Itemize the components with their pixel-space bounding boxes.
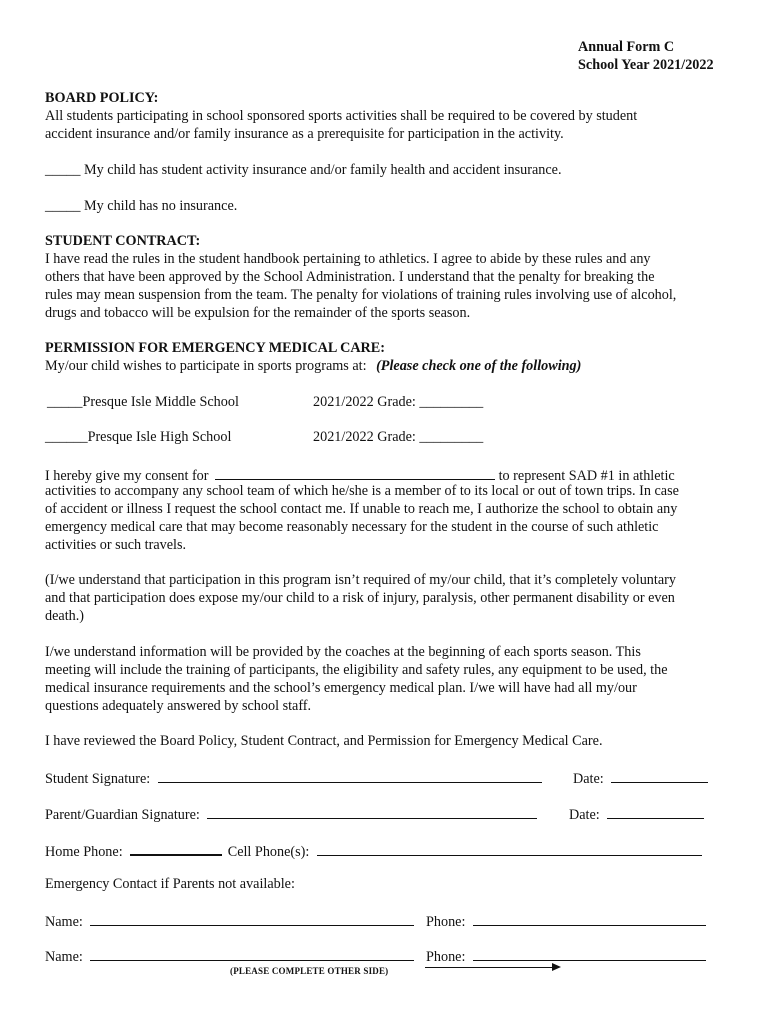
board-policy-line-1: All students participating in school sponsored sports activities shall be required to be covered by student bbox=[45, 108, 638, 124]
emergency-contact-label: Emergency Contact if Parents not available: bbox=[45, 876, 295, 892]
school-year: School Year 2021/2022 bbox=[578, 57, 714, 73]
parent-date-row bbox=[569, 804, 704, 825]
emergency-name-row-1 bbox=[45, 911, 414, 932]
parent-signature-row bbox=[45, 804, 537, 825]
consent-line-2: activities to accompany any school team of which he/she is a member of to its local or out of town trips. In case bbox=[45, 483, 679, 499]
voluntary-line-2: and that participation does expose my/our child to a risk of injury, paralysis, other permanent disability or even bbox=[45, 590, 675, 606]
consent-line-5: activities or such travels. bbox=[45, 537, 187, 553]
student-signature-row bbox=[45, 768, 542, 789]
emergency-name-label-1: Name: bbox=[45, 914, 83, 930]
voluntary-line-3: death.) bbox=[45, 608, 84, 624]
student-signature-label: Student Signature: bbox=[45, 771, 151, 787]
school-option-high[interactable]: ______Presque Isle High School bbox=[45, 429, 232, 445]
home-phone-label: Home Phone: bbox=[45, 844, 123, 860]
consent-suffix: to represent SAD #1 in athletic bbox=[498, 468, 675, 484]
student-contract-line-2: others that have been approved by the School Administration. I understand that the penalty for breaking the bbox=[45, 269, 655, 285]
emergency-name-field-1[interactable] bbox=[90, 911, 414, 926]
cell-phone-field[interactable] bbox=[317, 841, 702, 856]
emergency-care-instruction: (Please check one of the following) bbox=[376, 358, 582, 374]
student-contract-heading: STUDENT CONTRACT: bbox=[45, 233, 201, 249]
arrow-right-line bbox=[425, 967, 553, 968]
info-line-1: I/we understand information will be provided by the coaches at the beginning of each sports season. This bbox=[45, 644, 641, 660]
consent-line-4: emergency medical care that may become reasonably necessary for the student in the course of such athletic bbox=[45, 519, 659, 535]
student-date-row bbox=[573, 768, 708, 789]
phone-row bbox=[45, 840, 702, 862]
emergency-care-intro-text: My/our child wishes to participate in sports programs at: bbox=[45, 358, 367, 374]
emergency-phone-row-1 bbox=[426, 911, 706, 932]
parent-signature-label: Parent/Guardian Signature: bbox=[45, 807, 200, 823]
parent-date-label: Date: bbox=[569, 807, 600, 823]
emergency-phone-row-2 bbox=[426, 946, 706, 967]
emergency-name-label-2: Name: bbox=[45, 949, 83, 965]
grade-field-middle[interactable]: 2021/2022 Grade: _________ bbox=[313, 394, 484, 410]
emergency-phone-label-1: Phone: bbox=[426, 914, 466, 930]
info-line-4: questions adequately answered by school staff. bbox=[45, 698, 312, 714]
emergency-phone-label-2: Phone: bbox=[426, 949, 466, 965]
parent-signature-field[interactable] bbox=[207, 804, 537, 819]
reviewed-statement: I have reviewed the Board Policy, Student Contract, and Permission for Emergency Medical Care. bbox=[45, 733, 603, 749]
emergency-phone-field-2[interactable] bbox=[473, 946, 706, 961]
insurance-option-insured[interactable]: _____ My child has student activity insurance and/or family health and accident insurance. bbox=[45, 162, 562, 178]
student-contract-line-3: rules may mean suspension from the team. The penalty for violations of training rules involving use of alcohol, bbox=[45, 287, 677, 303]
form-name: Annual Form C bbox=[578, 39, 675, 55]
home-phone-field[interactable] bbox=[130, 840, 222, 856]
student-date-field[interactable] bbox=[611, 768, 708, 783]
voluntary-line-1: (I/we understand that participation in this program isn’t required of my/our child, that it’s completely voluntary bbox=[45, 572, 676, 588]
student-signature-field[interactable] bbox=[158, 768, 542, 783]
emergency-name-field-2[interactable] bbox=[90, 946, 414, 961]
board-policy-heading: BOARD POLICY: bbox=[45, 90, 159, 106]
emergency-phone-field-1[interactable] bbox=[473, 911, 706, 926]
insurance-option-none[interactable]: _____ My child has no insurance. bbox=[45, 198, 238, 214]
board-policy-line-2: accident insurance and/or family insurance as a prerequisite for participation in the activity. bbox=[45, 126, 564, 142]
student-date-label: Date: bbox=[573, 771, 604, 787]
school-option-middle[interactable]: _____Presque Isle Middle School bbox=[47, 394, 239, 410]
student-name-field[interactable] bbox=[215, 465, 495, 480]
grade-field-high[interactable]: 2021/2022 Grade: _________ bbox=[313, 429, 484, 445]
emergency-care-heading: PERMISSION FOR EMERGENCY MEDICAL CARE: bbox=[45, 340, 385, 356]
info-line-3: medical insurance requirements and the school’s emergency medical plan. I/we will have had all my/our bbox=[45, 680, 637, 696]
cell-phone-label: Cell Phone(s): bbox=[227, 844, 310, 860]
consent-prefix: I hereby give my consent for bbox=[45, 468, 209, 484]
emergency-care-intro bbox=[45, 358, 581, 376]
consent-line-3: of accident or illness I request the school contact me. If unable to reach me, I authorize the school to obtain any bbox=[45, 501, 678, 517]
student-contract-line-4: drugs and tobacco will be expulsion for the remainder of the sports season. bbox=[45, 305, 471, 321]
complete-other-side-note: (PLEASE COMPLETE OTHER SIDE) bbox=[230, 966, 389, 976]
arrow-right-icon bbox=[552, 963, 561, 971]
student-contract-line-1: I have read the rules in the student handbook pertaining to athletics. I agree to abide by these rules and any bbox=[45, 251, 651, 267]
parent-date-field[interactable] bbox=[607, 804, 704, 819]
info-line-2: meeting will include the training of participants, the eligibility and safety rules, any equipment to be used, the bbox=[45, 662, 668, 678]
